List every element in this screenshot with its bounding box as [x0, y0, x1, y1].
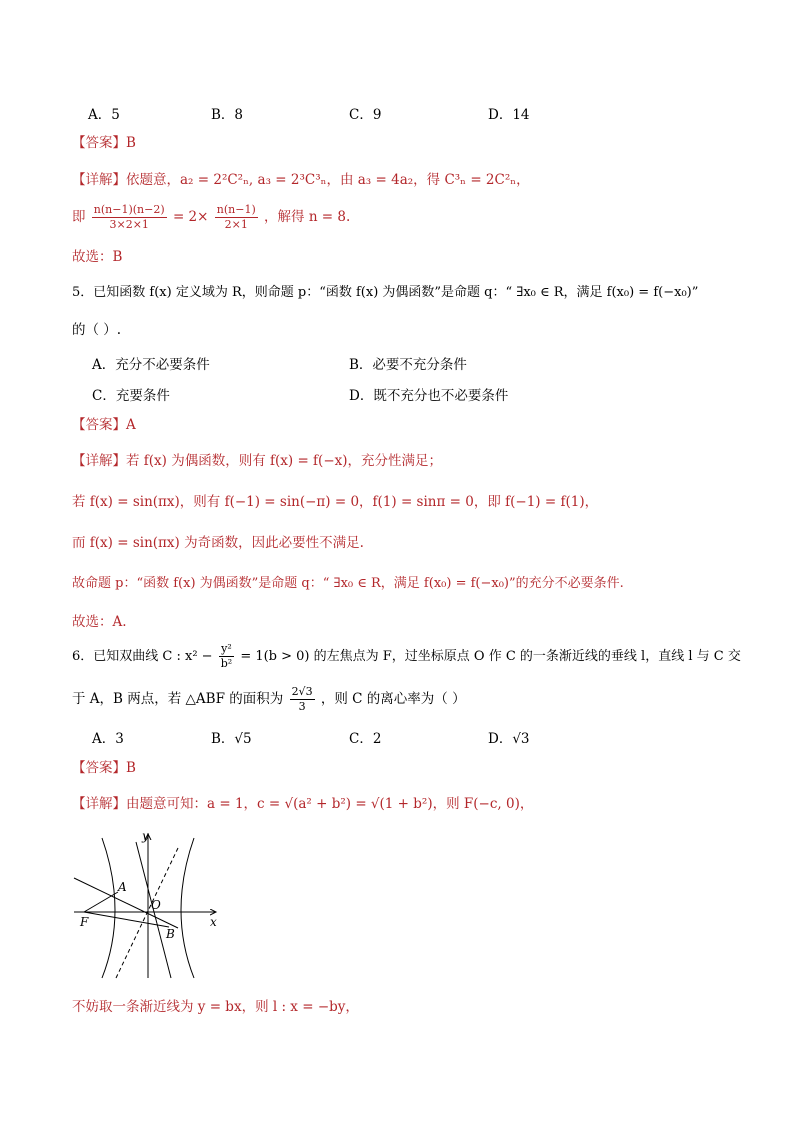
q5-detail-line4: 故命题 p：“函数 f(x) 为偶函数”是命题 q：“ ∃x₀ ∈ R，满足 f(x₀) = f(−x₀)”的充分不必要条件. [72, 576, 624, 591]
detail-tag: 【详解】 [72, 796, 126, 812]
q5-choose: 故选：A. [72, 614, 127, 630]
segment-FA [84, 892, 118, 912]
q6-fraction-1-num: y² [219, 642, 234, 657]
detail-tag: 【详解】 [72, 172, 126, 188]
q6-fraction-2 [290, 685, 315, 714]
q6-option-c: C．2 [349, 731, 382, 747]
q4-option-a: A．5 [88, 107, 120, 123]
q5-option-d: D．既不充分也不必要条件 [349, 388, 509, 404]
hyperbola-figure [66, 828, 226, 983]
detail-tag: 【详解】 [72, 453, 126, 469]
detail-text: 依题意，a₂ = 2²C²ₙ, a₃ = 2³C³ₙ，由 a₃ = 4a₂，得 C³ₙ = 2C²ₙ， [126, 172, 530, 188]
q6-stem-line2 [72, 682, 466, 716]
fraction-2 [215, 203, 258, 232]
fraction-1 [92, 203, 167, 232]
q6-text-a: 6．已知双曲线 C : x² − [72, 649, 213, 664]
label-A: A [118, 880, 127, 894]
q6-option-d: D．√3 [488, 731, 530, 747]
q6-detail-last-line: 不妨取一条渐近线为 y = bx，则 l : x = −by， [72, 999, 359, 1015]
q6-answer [72, 758, 136, 778]
fraction-1-den: 3×2×1 [109, 218, 149, 231]
fraction-2-num: n(n−1) [216, 203, 256, 216]
q6-option-a: A．3 [92, 731, 124, 747]
q5-option-a: A．充分不必要条件 [92, 357, 210, 373]
detail-mid: = 2× [172, 209, 209, 225]
label-O: O [151, 898, 161, 912]
q6-fraction-2-den: 3 [298, 700, 306, 713]
q4-detail-line2 [72, 200, 350, 234]
q6-fraction-1-den: b² [220, 657, 233, 670]
answer-tag: 【答案】 [72, 135, 126, 151]
answer-tag: 【答案】 [72, 760, 126, 776]
q6-stem-line1 [72, 640, 741, 674]
detail-text: 由题意可知：a = 1，c = √(a² + b²) = √(1 + b²)，则 F(−c, 0)， [126, 796, 534, 812]
q5-option-b: B．必要不充分条件 [349, 357, 467, 373]
answer-value: B [126, 760, 136, 776]
q6-fraction-1 [219, 642, 234, 671]
q6-text-b: = 1(b > 0) 的左焦点为 F，过坐标原点 O 作 C 的一条渐近线的垂线 l，直线 l 与 C 交 [240, 649, 741, 664]
fraction-2-den: 2×1 [224, 218, 248, 231]
q6-text-d: ，则 C 的离心率为（ ） [320, 691, 466, 707]
detail-suffix: ，解得 n = 8. [264, 209, 351, 225]
label-F: F [80, 915, 89, 929]
q6-detail-line1 [72, 794, 533, 814]
q5-option-c: C．充要条件 [92, 388, 170, 404]
q4-answer [72, 133, 136, 153]
answer-value: A [126, 417, 136, 433]
q6-option-b: B．√5 [211, 731, 252, 747]
q5-detail-line3: 而 f(x) = sin(πx) 为奇函数，因此必要性不满足. [72, 535, 364, 551]
hyperbola-left-branch [102, 838, 115, 978]
q5-stem-line1: 5．已知函数 f(x) 定义域为 R，则命题 p：“函数 f(x) 为偶函数”是命题 q：“ ∃x₀ ∈ R，满足 f(x₀) = f(−x₀)” [72, 285, 699, 300]
hyperbola-right-branch [181, 838, 194, 978]
answer-value: B [126, 135, 136, 151]
q4-option-c: C．9 [349, 107, 382, 123]
q5-detail-line2: 若 f(x) = sin(πx)，则有 f(−1) = sin(−π) = 0，f(1) = sinπ = 0，即 f(−1) = f(1)， [72, 494, 599, 510]
q4-option-d: D．14 [488, 107, 530, 123]
detail-text: 若 f(x) 为偶函数，则有 f(x) = f(−x)，充分性满足； [126, 453, 443, 469]
fraction-1-num: n(n−1)(n−2) [93, 203, 165, 216]
answer-tag: 【答案】 [72, 417, 126, 433]
q5-detail-line1 [72, 451, 442, 471]
q4-detail-line1 [72, 170, 530, 190]
q5-answer [72, 415, 136, 435]
label-B: B [166, 927, 175, 941]
label-x: x [210, 915, 217, 929]
q4-choose: 故选：B [72, 249, 123, 265]
q5-stem-line2: 的（ ）. [72, 322, 122, 338]
label-y: y [142, 829, 149, 843]
q4-option-b: B．8 [211, 107, 244, 123]
detail-prefix: 即 [72, 209, 86, 225]
q6-text-c: 于 A，B 两点，若 △ABF 的面积为 [72, 691, 284, 707]
q6-fraction-2-num: 2√3 [291, 685, 313, 698]
